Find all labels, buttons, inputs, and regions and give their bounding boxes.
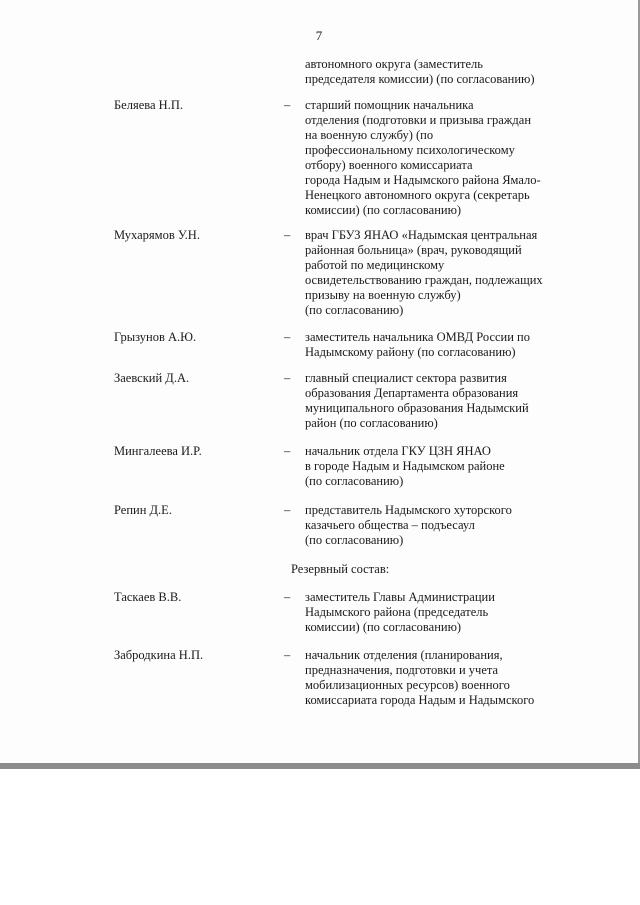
reserve-heading: Резервный состав: [291, 562, 390, 576]
dash: – [284, 444, 291, 458]
member-name: Мухарямов У.Н. [114, 228, 200, 242]
dash: – [284, 590, 291, 604]
continuation-text: автономного округа (заместитель председателя комиссии) (по согласованию) [305, 57, 535, 86]
member-role: старший помощник начальника отделения (подготовки и призыва граждан на военную службу) (по профессиональному психологическому отбору) военного комиссариата города Надым и Надымского района Ямало- Ненецкого автономного округа (секретарь комиссии) (по согласованию) [305, 98, 541, 217]
member-role: начальник отдела ГКУ ЦЗН ЯНАО в городе Надым и Надымском районе (по согласованию) [305, 444, 505, 488]
member-role: заместитель Главы Администрации Надымского района (председатель комиссии) (по согласованию) [305, 590, 495, 634]
dash: – [284, 503, 291, 517]
page-number: 7 [315, 28, 323, 43]
member-name: Беляева Н.П. [114, 98, 183, 112]
member-name: Мингалеева И.Р. [114, 444, 202, 458]
page-bottom-edge [0, 763, 640, 769]
member-name: Забродкина Н.П. [114, 648, 204, 662]
dash: – [284, 98, 291, 112]
member-role: представитель Надымского хуторского казачьего общества – подъесаул (по согласованию) [305, 503, 512, 547]
member-role: главный специалист сектора развития образования Департамента образования муниципального образования Надымский район (по согласованию) [305, 371, 529, 430]
member-role: врач ГБУЗ ЯНАО «Надымская центральная районная больница» (врач, руководящий работой по медицинскому освидетельствованию граждан, подлежащих призыву на военную службу) (по согласованию) [305, 228, 543, 317]
member-name: Репин Д.Е. [114, 503, 172, 517]
member-name: Таскаев В.В. [114, 590, 182, 604]
dash: – [284, 330, 291, 344]
dash: – [284, 371, 291, 385]
member-role: заместитель начальника ОМВД России по Надымскому району (по согласованию) [305, 330, 530, 359]
dash: – [284, 648, 291, 662]
dash: – [284, 228, 291, 242]
member-name: Заевский Д.А. [114, 371, 190, 385]
member-name: Грызунов А.Ю. [114, 330, 197, 344]
member-role: начальник отделения (планирования, предназначения, подготовки и учета мобилизационных ресурсов) военного комиссариата города Надым и Надымского [305, 648, 535, 707]
